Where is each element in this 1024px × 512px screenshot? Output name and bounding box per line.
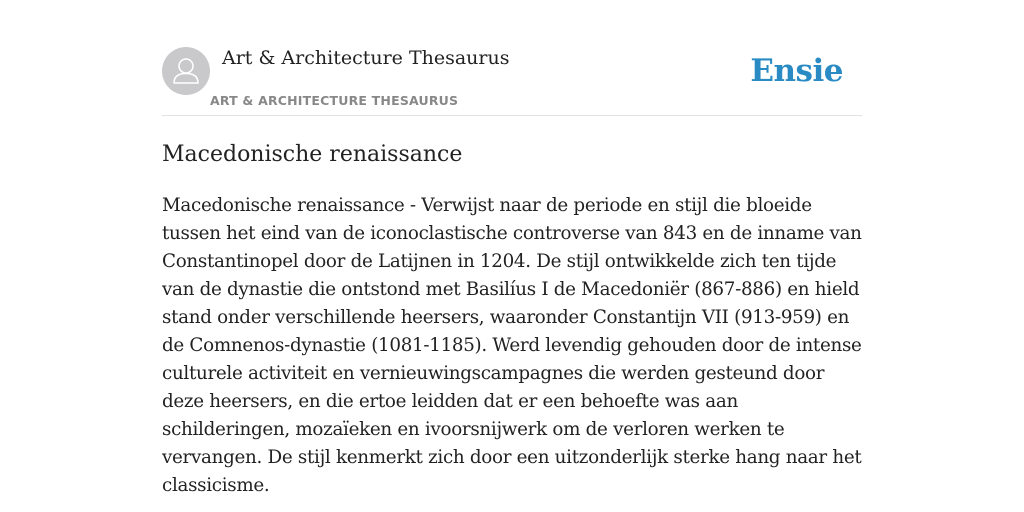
page-title: Macedonische renaissance bbox=[162, 142, 463, 167]
author-subtitle[interactable]: ART & ARCHITECTURE THESAURUS bbox=[210, 93, 459, 108]
user-icon bbox=[162, 47, 210, 95]
author-name[interactable]: Art & Architecture Thesaurus bbox=[222, 47, 510, 69]
article-body: Macedonische renaissance - Verwijst naar de periode en stijl die bloeide tussen het eind van de iconoclastische controverse van 843 en de inname van Constantinopel door de Latijnen in 1204. De stijl ontwikkelde zich ten tijde van de dynastie die ontstond met Basilíus I de Macedoniër (867-886) en hield stand onder verschillende heersers, waaronder Constantijn VII (913-959) en de Comnenos-dynastie (1081-1185). Werd levendig gehouden door de intense culturele activiteit en vernieuwingscampagnes die werden gesteund door deze heersers, en die ertoe leidden dat er een behoefte was aan schilderingen, mozaïeken en ivoorsnijwerk om de verloren werken te vervangen. De stijl kenmerkt zich door een uitzonderlijk sterke hang naar het classicisme. bbox=[162, 195, 862, 496]
header bbox=[162, 46, 862, 116]
avatar[interactable] bbox=[162, 47, 210, 95]
brand-logo[interactable]: Ensie bbox=[750, 53, 843, 89]
